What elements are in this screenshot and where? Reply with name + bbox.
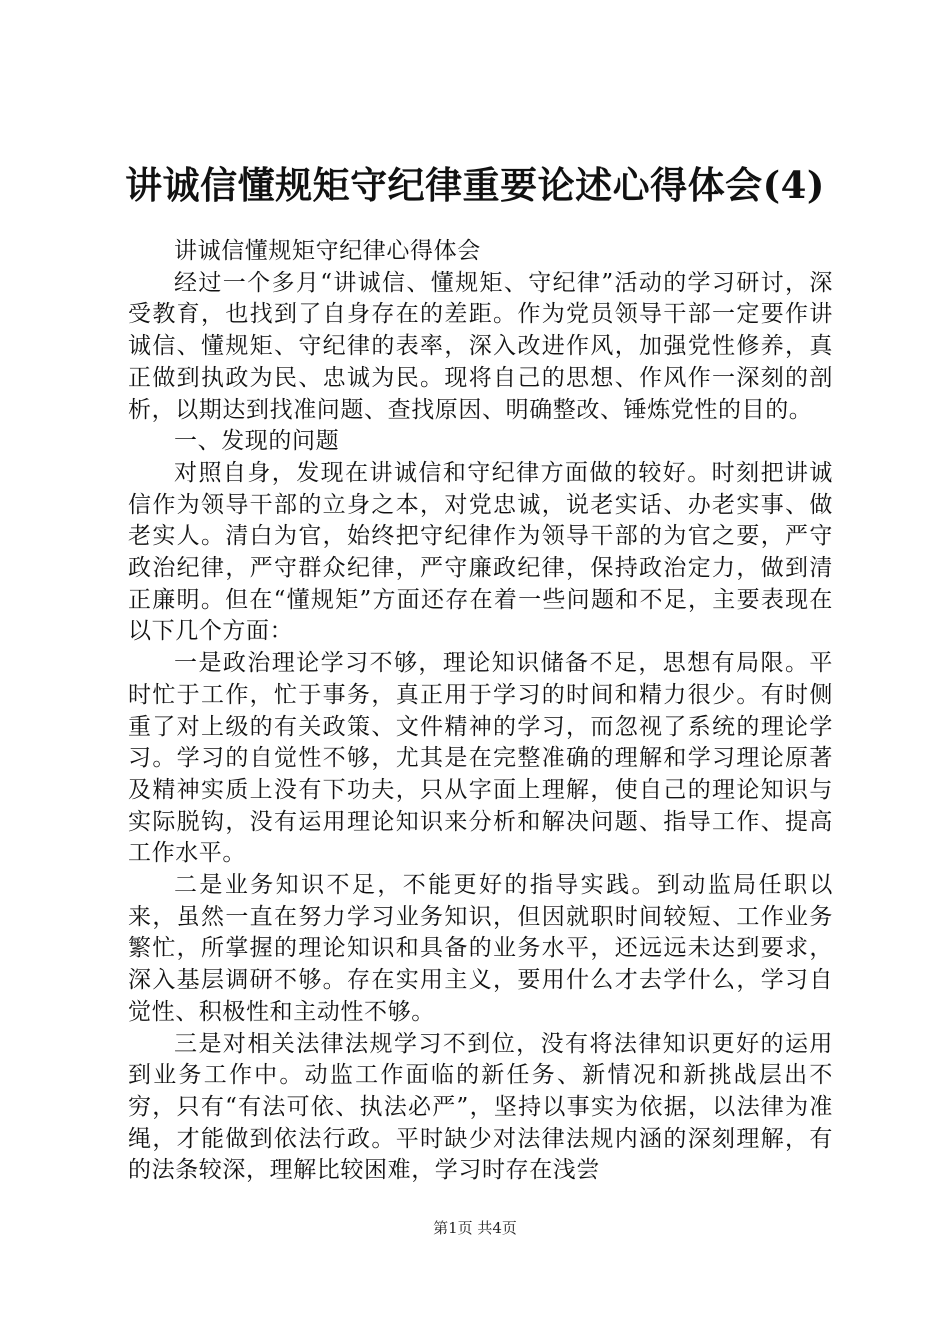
paragraph-subtitle: 讲诚信懂规矩守纪律心得体会 — [174, 238, 481, 264]
paragraph-self-review: 对照自身，发现在讲诚信和守纪律方面做的较好。时刻把讲诚信作为领导干部的立身之本，对党忠诚，说老实话、办老实事、做老实人。清白为官，始终把守纪律作为领导干部的为官之要，严守政治纪律，严守群众纪律，严守廉政纪律，保持政治定力，做到清正廉明。但在“懂规矩”方面还存在着一些问题和不足，主要表现在以下几个方面： — [128, 459, 833, 645]
paragraph-issue-3: 三是对相关法律法规学习不到位，没有将法律知识更好的运用到业务工作中。动监工作面临的新任务、新情况和新挑战层出不穷，只有“有法可依、执法必严”，坚持以事实为依据，以法律为准绳，才能做到依法行政。平时缺少对法律法规内涵的深刻理解，有的法条较深，理解比较困难，学习时存在浅尝 — [128, 1030, 833, 1184]
paragraph-intro: 经过一个多月“讲诚信、懂规矩、守纪律”活动的学习研讨，深受教育，也找到了自身存在的差距。作为党员领导干部一定要作讲诚信、懂规矩、守纪律的表率，深入改进作风，加强党性修养，真正做到执政为民、忠诚为民。现将自己的思想、作风作一深刻的剖析，以期达到找准问题、查找原因、明确整改、锤炼党性的目的。 — [128, 269, 833, 423]
page-number-footer: 第1页 共4页 — [433, 1219, 517, 1237]
document-title: 讲诚信懂规矩守纪律重要论述心得体会(4) — [125, 163, 825, 207]
section-heading: 一、发现的问题 — [174, 428, 340, 455]
paragraph-issue-2: 二是业务知识不足，不能更好的指导实践。到动监局任职以来，虽然一直在努力学习业务知识，但因就职时间较短、工作业务繁忙，所掌握的理论知识和具备的业务水平，还远远未达到要求，深入基层调研不够。存在实用主义，要用什么才去学什么，学习自觉性、积极性和主动性不够。 — [128, 872, 833, 1025]
paragraph-issue-1: 一是政治理论学习不够，理论知识储备不足，思想有局限。平时忙于工作，忙于事务，真正用于学习的时间和精力很少。有时侧重了对上级的有关政策、文件精神的学习，而忽视了系统的理论学习。学习的自觉性不够，尤其是在完整准确的理解和学习理论原著及精神实质上没有下功夫，只从字面上理解，使自己的理论知识与实际脱钩，没有运用理论知识来分析和解决问题、指导工作、提高工作水平。 — [128, 650, 833, 867]
document-body — [128, 236, 833, 1187]
